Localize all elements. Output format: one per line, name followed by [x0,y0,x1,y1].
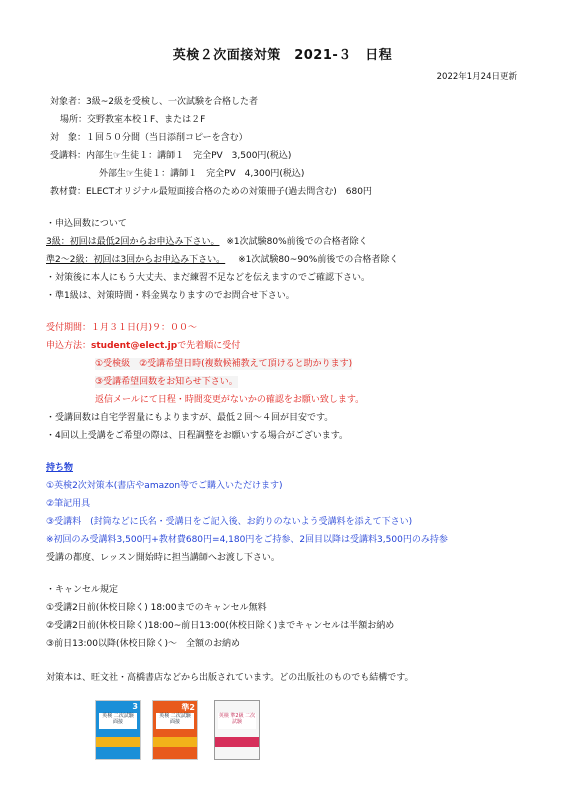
footer-publishers: 対策本は、旺文社・高橋書店などから出版されています。どの出版社のものでも結構です。 [46,673,414,683]
book-cover-3 [214,700,260,760]
application-note-pre1: ・準1級は、対策時間・料金異なりますのでお問合せ下さい。 [46,291,295,301]
belongings-item1: ①英検2次対策本(書店やamazon等でご購入いただけます) [46,481,283,491]
book-cover-top [215,701,259,710]
application-heading: ・申込回数について [46,219,127,229]
belongings-handover: 受講の都度、レッスン開始時に担当講師へお渡し下さい。 [46,553,280,563]
book-title: 英検 二次試験 面接 [156,713,194,729]
cancel-rule2: ②受講2日前(休校日除く)18:00~前日13:00(休校日除く)までキャンセルは半額お納め [46,621,395,631]
book-grade: 準2 [181,703,195,712]
belongings-fee-note: ※初回のみ受講料3,500円+教材費680円=4,180円をご持参、2回目以降は受講料3,500円のみ持参 [46,535,448,545]
reception-reply: 返信メールにて日程・時間変更がないかの確認をお願い致します。 [95,395,365,405]
cancel-rule1: ①受講2日前(休校日除く) 18:00までのキャンセル無料 [46,603,267,613]
grade3-note: ※1次試験80%前後での合格者除く [226,237,368,247]
belongings-heading: 持ち物 [46,463,74,473]
overview-place: 場所：交野教室本校１F、または２F [60,115,206,125]
overview-target: 対象者：3級~2級を受検し、一次試験を合格した者 [50,97,258,107]
book-grade: 3 [132,702,138,711]
pre2-note: ※1次試験80~90%前後での合格者除く [238,255,399,265]
reception-item2: ③受講希望回数をお知らせ下さい。 [95,377,238,387]
overview-fee-external: 外部生☞生徒１：講師１ 完全PV 4,300円(税込) [99,169,305,179]
cancel-rule3: ③前日13:00以降(休校日除く)～ 全額のお納め [46,639,241,649]
overview-fee-internal: 受講料：内部生☞生徒１：講師１ 完全PV 3,500円(税込) [50,151,292,161]
book-cover-1 [95,700,141,760]
reception-item1: ①受検級 ②受講希望日時(複数候補教えて頂けると助かります) [95,359,353,369]
method-suffix: で先着順に受付 [177,341,241,351]
book-title: 英検 二次試験 面接 [99,713,137,729]
book-cover-2 [152,700,198,760]
application-note-confirm: ・対策後に本人にもう大丈夫、まだ練習不足などを伝えますのでご確認下さい。 [46,273,371,283]
reception-note-schedule: ・4回以上受講をご希望の際は、日程調整をお願いする場合がございます。 [46,431,349,441]
reception-period: 受付期間：１月３１日(月)９：００～ [46,323,198,333]
reception-note-count: ・受講回数は自宅学習量にもよりますが、最低２回～４回が目安です。 [46,413,334,423]
contact-email[interactable]: student@elect.jp [91,341,178,351]
belongings-item2: ②筆記用具 [46,499,91,509]
grade3-lead: 3級：初回は最低2回からお申込み下さい。 [46,237,220,247]
page-title: 英検２次面接対策 2021-３ 日程 [172,48,393,63]
cancel-heading: ・キャンセル規定 [46,585,119,595]
book-band [96,737,140,747]
pre2-lead: 準2～2級：初回は3回からお申込み下さい。 [46,255,226,265]
belongings-item3: ③受講料 (封筒などに氏名・受講日をご記入後、お釣りのないよう受講料を添えて下さい) [46,517,413,527]
method-label: 申込方法： [46,341,92,351]
book-band [215,737,259,747]
application-pre2 [46,254,398,266]
overview-duration: 対 象：１回５０分間（当日添削コピーを含む） [50,133,248,143]
application-grade3 [46,236,368,248]
reception-method [46,340,240,352]
updated-date: 2022年1月24日更新 [436,72,517,82]
book-band [153,737,197,747]
overview-material-fee: 教材費：ELECTオリジナル最短面接合格のための対策冊子(過去問含む) 680円 [50,187,372,197]
book-title: 英検 準2級 二次試験 [218,713,256,729]
